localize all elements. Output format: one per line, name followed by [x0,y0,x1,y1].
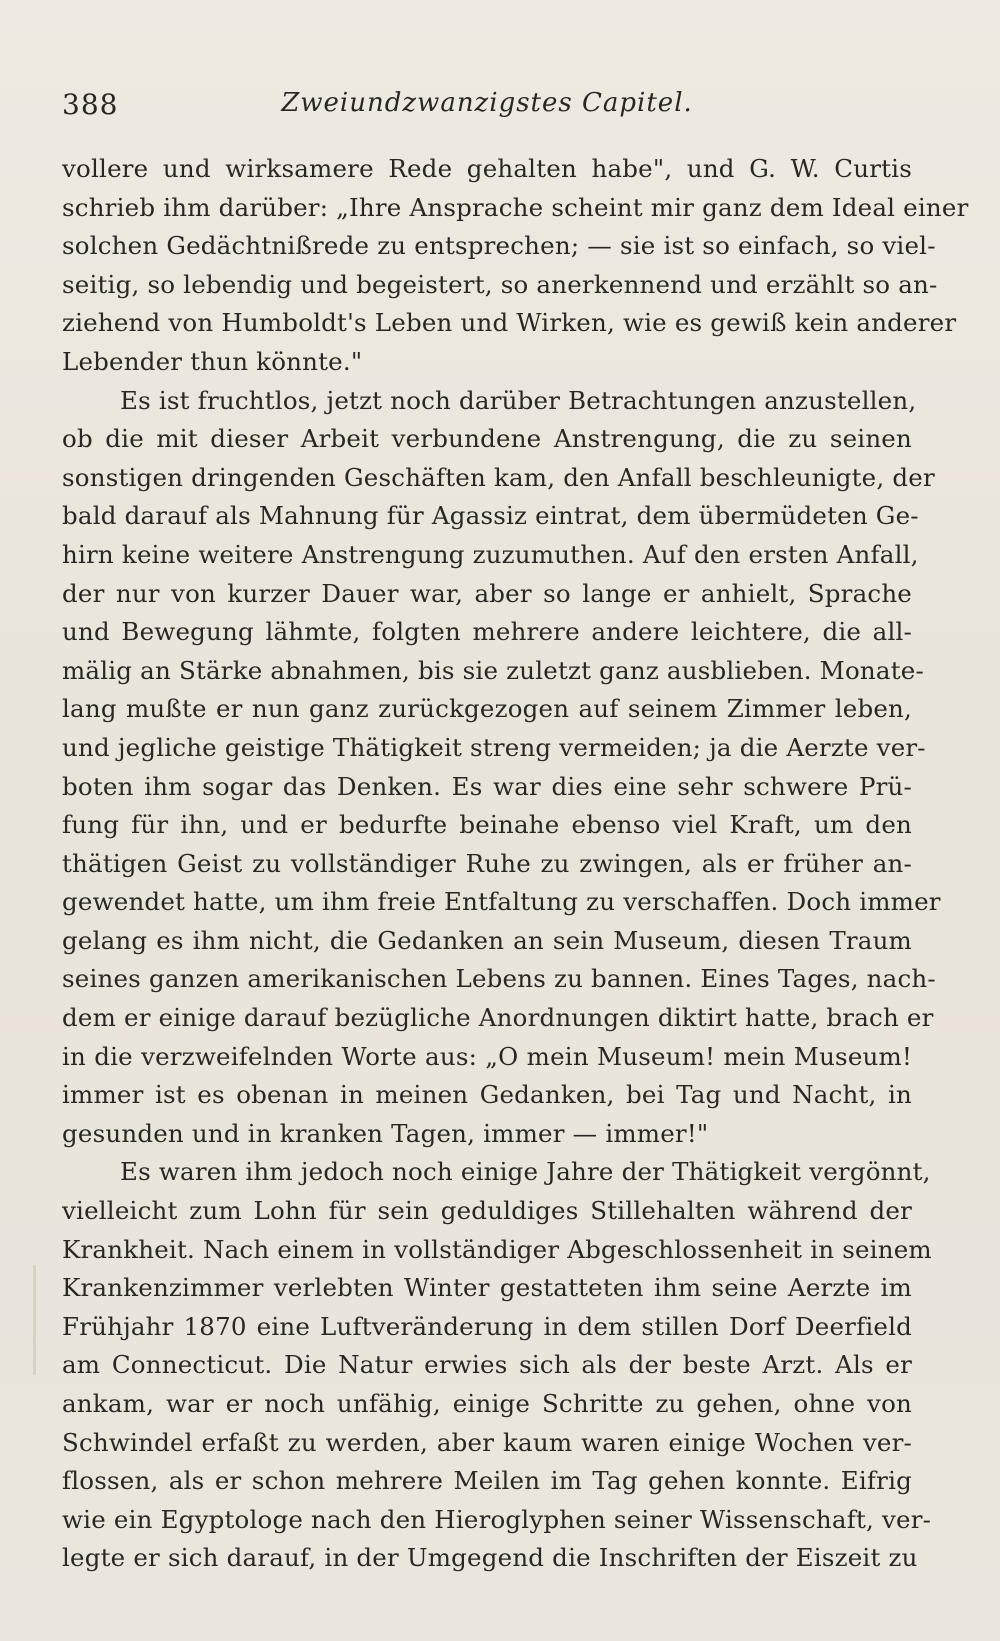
text-line: ob die mit dieser Arbeit verbundene Anstrengung, die zu seinen [62,424,912,454]
text-line: gelang es ihm nicht, die Gedanken an sein Museum, diesen Traum [62,925,912,955]
text-line: in die verzweifelnden Worte aus: „O mein Museum! mein Museum! [62,1041,912,1071]
text-line: und Bewegung lähmte, folgten mehrere andere leichtere, die all- [62,617,912,647]
text-line: wie ein Egyptologe nach den Hieroglyphen seiner Wissenschaft, ver- [62,1504,932,1534]
text-line: Krankheit. Nach einem in vollständiger Abgeschlossenheit in seinem [62,1234,932,1264]
text-line: thätigen Geist zu vollständiger Ruhe zu zwingen, als er früher an- [62,848,912,878]
text-line: Es ist fruchtlos, jetzt noch darüber Betrachtungen anzustellen, [120,385,917,415]
text-line: boten ihm sogar das Denken. Es war dies eine sehr schwere Prü- [62,771,912,801]
text-line: schrieb ihm darüber: „Ihre Ansprache scheint mir ganz dem Ideal einer [62,192,969,222]
text-line: seitig, so lebendig und begeistert, so anerkennend und erzählt so an- [62,269,938,299]
text-line: Schwindel erfaßt zu werden, aber kaum waren einige Wochen ver- [62,1427,912,1457]
margin-pencil-mark [33,1265,36,1375]
page-header [62,88,912,128]
text-line: und jegliche geistige Thätigkeit streng vermeiden; ja die Aerzte ver- [62,732,926,762]
text-line: mälig an Stärke abnahmen, bis sie zuletzt ganz ausblieben. Monate- [62,655,924,685]
text-line: legte er sich darauf, in der Umgegend die Inschriften der Eiszeit zu [62,1543,918,1573]
body-text [62,150,969,1578]
text-line: seines ganzen amerikanischen Lebens zu bannen. Eines Tages, nach- [62,964,936,994]
text-line: Es waren ihm jedoch noch einige Jahre der Thätigkeit vergönnt, [120,1157,931,1187]
text-line: gesunden und in kranken Tagen, immer — immer!" [62,1118,709,1148]
text-line: der nur von kurzer Dauer war, aber so lange er anhielt, Sprache [62,578,912,608]
text-line: am Connecticut. Die Natur erwies sich als der beste Arzt. Als er [62,1350,912,1380]
text-line: hirn keine weitere Anstrengung zuzumuthen. Auf den ersten Anfall, [62,539,919,569]
text-line: fung für ihn, und er bedurfte beinahe ebenso viel Kraft, um den [62,810,912,840]
text-line: vielleicht zum Lohn für sein geduldiges Stillehalten während der [62,1196,912,1226]
text-line: gewendet hatte, um ihm freie Entfaltung zu verschaffen. Doch immer [62,887,941,917]
page-number: 388 [62,88,119,121]
text-line: immer ist es obenan in meinen Gedanken, bei Tag und Nacht, in [62,1080,912,1110]
text-line: ankam, war er noch unfähig, einige Schritte zu gehen, ohne von [62,1389,912,1418]
text-line: ziehend von Humboldt's Leben und Wirken, wie es gewiß kein anderer [62,308,957,338]
text-line: sonstigen dringenden Geschäften kam, den Anfall beschleunigte, der [62,462,935,492]
text-line: solchen Gedächtnißrede zu entsprechen; — sie ist so einfach, so viel- [62,231,936,261]
text-line: Frühjahr 1870 eine Luftveränderung in dem stillen Dorf Deerfield [62,1311,912,1341]
text-line: Lebender thun könnte." [62,346,363,376]
text-line: vollere und wirksamere Rede gehalten habe", und G. W. Curtis [62,154,912,183]
text-line: bald darauf als Mahnung für Agassiz eintrat, dem übermüdeten Ge- [62,501,919,531]
running-head: Zweiundzwanzigstes Capitel. [281,88,693,118]
text-line: flossen, als er schon mehrere Meilen im Tag gehen konnte. Eifrig [62,1466,912,1496]
text-line: dem er einige darauf bezügliche Anordnungen diktirt hatte, brach er [62,1003,934,1033]
text-line: Krankenzimmer verlebten Winter gestatteten ihm seine Aerzte im [62,1273,912,1303]
text-line: lang mußte er nun ganz zurückgezogen auf seinem Zimmer leben, [62,694,912,724]
